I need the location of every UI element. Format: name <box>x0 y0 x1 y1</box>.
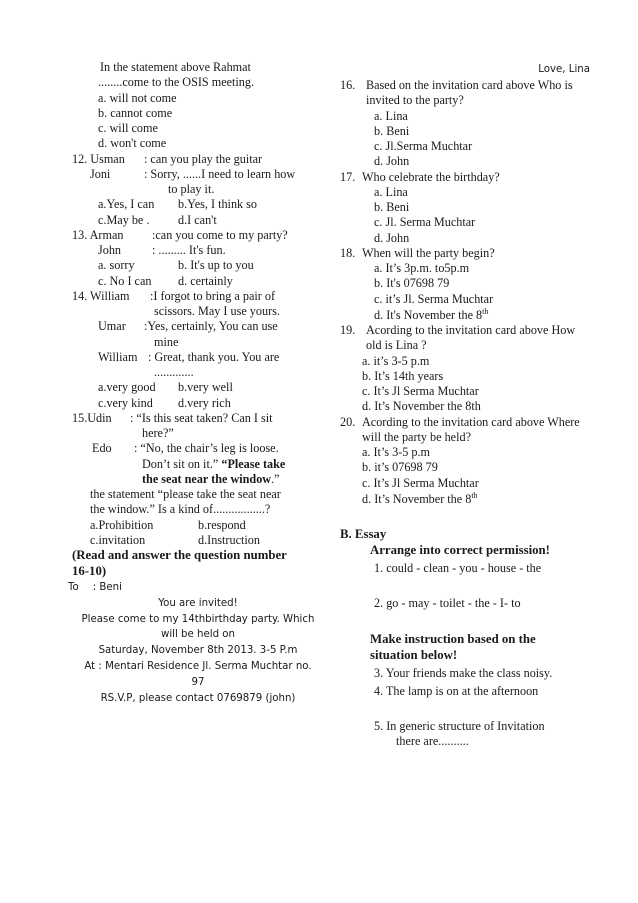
q15-option-c: c.invitation <box>90 532 146 547</box>
q13-line-2 <box>72 243 322 258</box>
q19-number: 19. <box>340 323 356 338</box>
q17-text: Who celebrate the birthday? <box>362 169 500 184</box>
q13-number: 13. Arman <box>72 227 124 242</box>
q13-speaker-john: John <box>98 243 122 257</box>
q20-option-c: c. It’s Jl Serma Muchtar <box>362 475 479 490</box>
q12-options-ab <box>72 197 322 212</box>
q14-text-2b: mine <box>154 334 179 349</box>
q16-question <box>340 78 590 109</box>
invitation-to-name: : Beni <box>92 581 122 593</box>
q14-line-2 <box>72 319 322 334</box>
q19-option-d: d. It’s November the 8th <box>362 399 481 414</box>
q14-text-1b: scissors. May I use yours. <box>154 304 280 318</box>
q13-option-a: a. sorry <box>98 258 135 273</box>
q13-option-d: d. certainly <box>178 273 233 288</box>
invitation-line-5: 97 <box>191 676 205 688</box>
q15-option-d: d.Instruction <box>198 532 260 547</box>
q12-text-3: to play it. <box>168 182 215 196</box>
section-heading-1: (Read and answer the question number <box>72 548 287 562</box>
q14-options-cd <box>72 396 322 411</box>
q14-line-1 <box>72 289 322 304</box>
q11-option-d: d. won't come <box>98 136 167 151</box>
q20-question <box>340 415 590 446</box>
q20-option-d-sup: th <box>471 490 478 500</box>
q13-option-c: c. No I can <box>98 273 152 288</box>
q14-options-ab <box>72 380 322 395</box>
q14-text-2: :Yes, certainly, You can use <box>144 319 278 334</box>
invitation-card <box>62 580 334 707</box>
q17-number: 17. <box>340 169 356 184</box>
q15-number: 15.Udin <box>72 410 112 425</box>
essay-instruction-2b: situation below! <box>370 647 458 662</box>
q14-option-a: a.very good <box>98 380 156 395</box>
q18-text: When will the party begin? <box>362 245 495 260</box>
invitation-to-line <box>62 580 334 596</box>
q13-line-1 <box>72 228 322 243</box>
q20-number: 20. <box>340 414 356 429</box>
q14-option-d: d.very rich <box>178 395 231 410</box>
q20-option-d-text: d. It’s November the 8 <box>362 491 472 506</box>
invitation-line-6: RS.V.P, please contact 0769879 (john) <box>100 692 296 704</box>
spacer <box>340 699 590 719</box>
q14-line-3 <box>72 350 322 365</box>
q15-speaker-edo: Edo <box>92 441 112 456</box>
invitation-line-3: Saturday, November 8th 2013. 3-5 P.m <box>98 645 298 657</box>
q15-text-2c-bold: the seat near the window <box>142 471 272 486</box>
q16-option-b: b. Beni <box>374 123 410 138</box>
q11-option-a: a. will not come <box>98 90 177 105</box>
q12-option-c: c.May be . <box>98 212 150 227</box>
q17-option-d: d. John <box>374 230 410 245</box>
q16-option-c: c. Jl.Serma Muchtar <box>374 139 473 153</box>
q15-text-2c-end: .” <box>271 471 280 486</box>
invitation-to-label: To <box>68 581 79 593</box>
q19-option-b: b. It’s 14th years <box>362 368 444 383</box>
q19-text: Acording to the invitation card above How old is Lina ? <box>366 323 576 353</box>
invitation-heading: You are invited! <box>158 597 238 609</box>
q20-option-d <box>340 491 590 507</box>
q12-line-1 <box>72 152 322 167</box>
q15-text-2b-plain: Don’t sit on it.” <box>142 456 222 471</box>
essay-item-2: 2. go - may - toilet - the - I- to <box>374 596 521 611</box>
essay-instruction-2a: Make instruction based on the <box>370 631 536 646</box>
q15-text-2b <box>72 457 322 472</box>
q16-number: 16. <box>340 78 356 92</box>
q12-text-2: : Sorry, ......I need to learn how <box>144 166 296 181</box>
invitation-line-1: Please come to my 14thbirthday party. Which <box>81 613 315 625</box>
q16-option-d: d. John <box>374 154 410 169</box>
q14-number: 14. William <box>72 288 130 303</box>
q14-text-3: : Great, thank you. You are <box>148 349 280 364</box>
q12-speaker-joni: Joni <box>90 166 111 181</box>
spacer <box>340 507 590 527</box>
q12-option-b: b.Yes, I think so <box>178 197 258 212</box>
q15-options-ab <box>72 518 322 533</box>
q19-option-c: c. It’s Jl Serma Muchtar <box>362 384 479 399</box>
invitation-line-2: will be held on <box>161 629 235 641</box>
q17-question <box>340 170 590 185</box>
q15-text-1: : “Is this seat taken? Can I sit <box>130 410 273 425</box>
q15-options-cd <box>72 533 322 548</box>
section-heading-2: 16-10) <box>72 563 107 578</box>
q11-option-b: b. cannot come <box>98 105 173 120</box>
spacer <box>340 612 590 632</box>
q14-text-3b: ............. <box>154 365 194 379</box>
q14-option-c: c.very kind <box>98 395 153 410</box>
q15-text-1b: here?” <box>142 426 174 440</box>
essay-item-5b: there are.......... <box>396 734 469 749</box>
q11-intro-2: ........come to the OSIS meeting. <box>98 75 255 90</box>
q14-speaker-william: William <box>98 349 138 364</box>
q18-option-b: b. It's 07698 79 <box>374 276 450 291</box>
spacer <box>340 576 590 596</box>
q15-option-b: b.respond <box>198 517 246 532</box>
author-header: Love, Lina <box>538 64 590 75</box>
q13-option-b: b. It's up to you <box>178 258 254 273</box>
q18-option-d-text: d. It's November the 8 <box>374 307 483 322</box>
essay-instruction-1: Arrange into correct permission! <box>370 543 550 558</box>
q17-option-c: c. Jl. Serma Muchtar <box>374 215 476 230</box>
q19-question <box>340 323 590 354</box>
q11-option-c: c. will come <box>98 121 158 135</box>
q18-option-d-sup: th <box>482 306 489 316</box>
q15-text-2: : “No, the chair’s leg is loose. <box>134 441 279 456</box>
essay-item-4: 4. The lamp is on at the afternoon <box>374 683 539 698</box>
q12-option-d: d.I can't <box>178 212 217 227</box>
right-column <box>340 78 590 750</box>
q13-text-1: :can you come to my party? <box>152 227 288 242</box>
q14-text-1: :I forgot to bring a pair of <box>150 288 276 303</box>
q17-option-a: a. Lina <box>374 184 408 199</box>
q15-question-1: the statement “please take the seat near <box>90 487 281 501</box>
q12-options-cd <box>72 213 322 228</box>
q12-text-1: : can you play the guitar <box>144 151 263 166</box>
q15-text-2b-bold: “Please take <box>221 456 286 471</box>
q14-option-b: b.very well <box>178 380 233 395</box>
invitation-line-4: At : Mentari Residence Jl. Serma Muchtar no. <box>84 661 312 673</box>
q18-option-a: a. It’s 3p.m. to5p.m <box>374 261 470 275</box>
q13-text-2: : ......... It's fun. <box>152 243 226 257</box>
q16-text: Based on the invitation card above Who is invited to the party? <box>366 78 573 108</box>
q13-options-cd <box>72 274 322 289</box>
q15-option-a: a.Prohibition <box>90 517 154 532</box>
q12-option-a: a.Yes, I can <box>98 197 155 212</box>
essay-item-5a: 5. In generic structure of Invitation <box>374 719 545 734</box>
q20-option-b: b. it’s 07698 79 <box>362 460 438 475</box>
essay-item-3: 3. Your friends make the class noisy. <box>374 665 553 680</box>
essay-heading: B. Essay <box>340 527 387 542</box>
q12-line-2 <box>72 167 322 182</box>
q20-text: Acording to the invitation card above Where will the party be held? <box>362 414 580 444</box>
q16-option-a: a. Lina <box>374 108 408 123</box>
q18-question <box>340 246 590 261</box>
q13-options-ab <box>72 258 322 273</box>
q11-intro: In the statement above Rahmat <box>100 60 251 74</box>
left-column <box>68 60 322 706</box>
q19-option-a: a. it’s 3-5 p.m <box>362 353 430 368</box>
q15-text-2c <box>72 472 322 487</box>
q18-option-d <box>340 307 590 323</box>
q15-line-1 <box>72 411 322 426</box>
q18-number: 18. <box>340 245 356 260</box>
q15-question-2: the window.” Is a kind of.................? <box>90 502 271 517</box>
q20-option-a: a. It’s 3-5 p.m <box>362 445 431 460</box>
q18-option-c: c. it’s Jl. Serma Muchtar <box>374 291 494 306</box>
q17-option-b: b. Beni <box>374 200 410 214</box>
q15-line-2 <box>72 441 322 456</box>
q14-speaker-umar: Umar <box>98 319 126 334</box>
essay-item-1: 1. could - clean - you - house - the <box>374 561 542 576</box>
q12-number: 12. Usman <box>72 151 125 166</box>
